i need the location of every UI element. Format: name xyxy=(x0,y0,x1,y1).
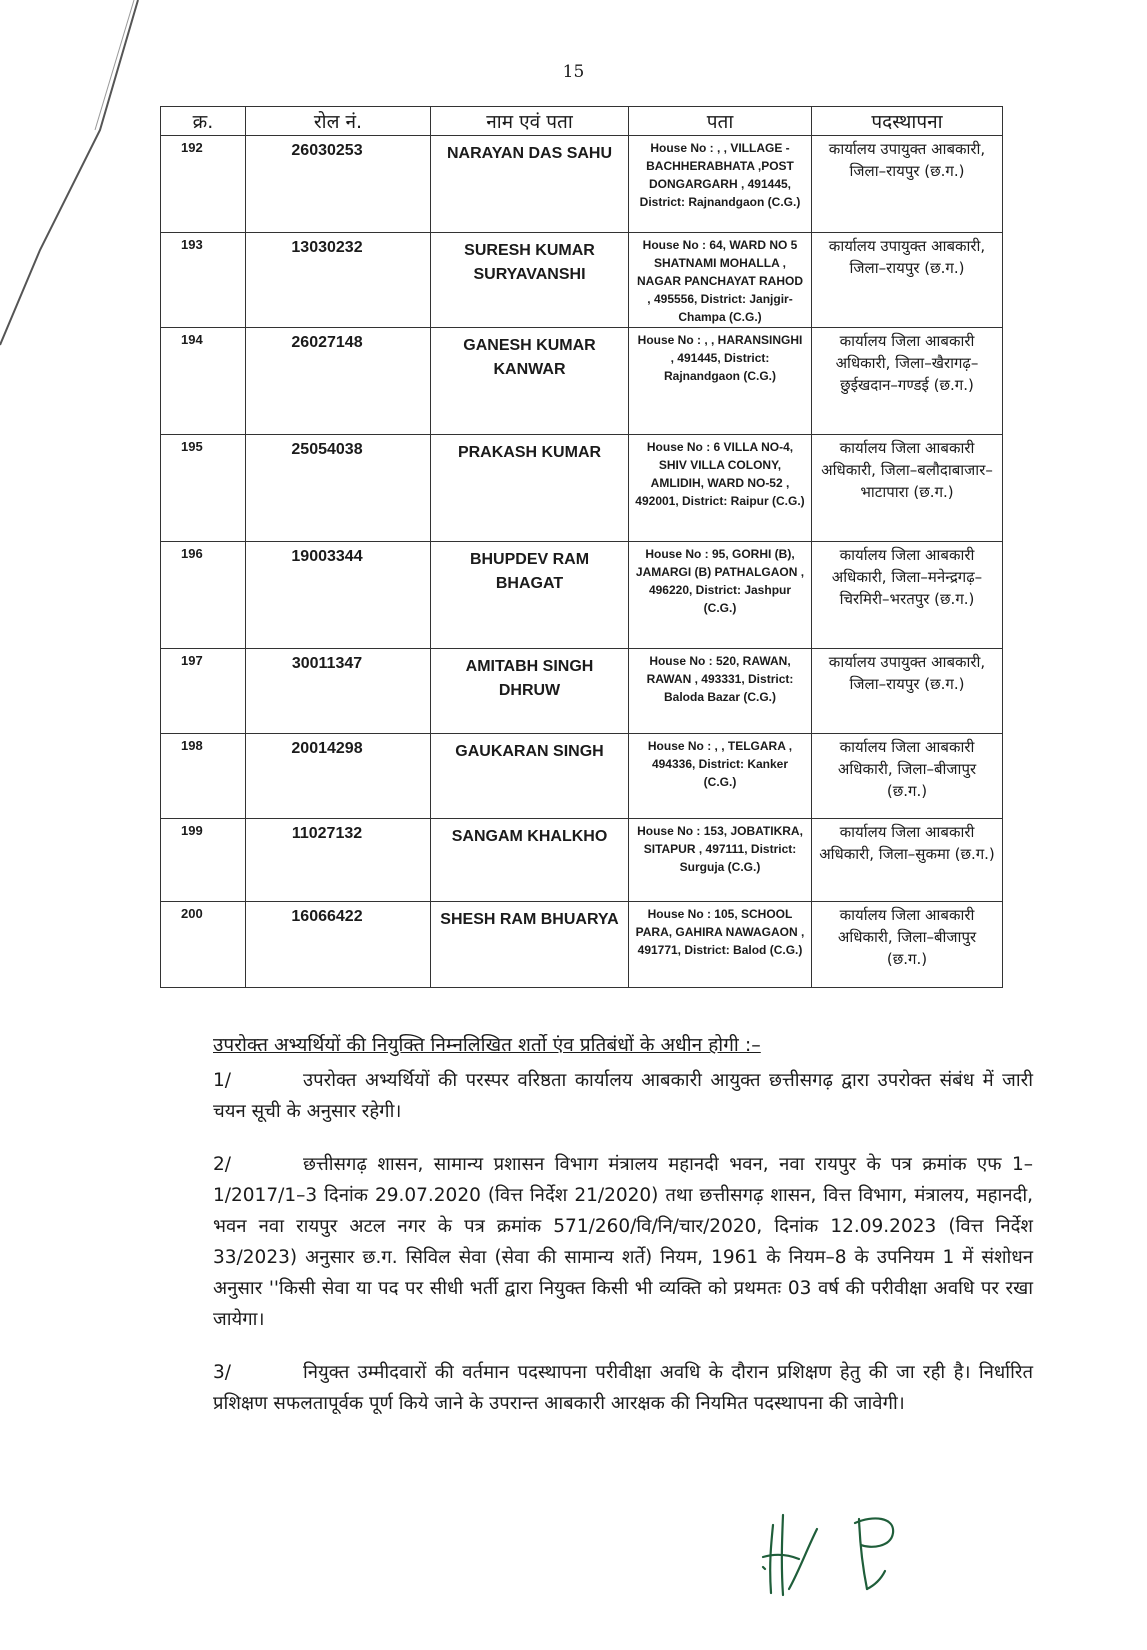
table-row xyxy=(161,734,1003,819)
cell-name: BHUPDEV RAM BHAGAT xyxy=(431,542,629,649)
cell-posting: कार्यालय उपायुक्त आबकारी, जिला–रायपुर (छ.ग.) xyxy=(812,136,1003,233)
table-row xyxy=(161,542,1003,649)
cell-posting: कार्यालय जिला आबकारी अधिकारी, जिला–खैरागढ़– छुईखदान–गण्डई (छ.ग.) xyxy=(812,328,1003,435)
header-serial: क्र. xyxy=(161,107,246,136)
table-row xyxy=(161,819,1003,902)
cell-address: House No : 520, RAWAN, RAWAN , 493331, District: Baloda Bazar (C.G.) xyxy=(629,649,812,734)
cell-serial: 196 xyxy=(161,542,246,649)
cell-roll: 25054038 xyxy=(246,435,431,542)
cell-name: SHESH RAM BHUARYA xyxy=(431,902,629,988)
table-row xyxy=(161,233,1003,328)
cell-roll: 30011347 xyxy=(246,649,431,734)
cell-address: House No : 105, SCHOOL PARA, GAHIRA NAWAGAON , 491771, District: Balod (C.G.) xyxy=(629,902,812,988)
cell-serial: 200 xyxy=(161,902,246,988)
cell-name: SURESH KUMAR SURYAVANSHI xyxy=(431,233,629,328)
conditions-section xyxy=(213,1030,1033,1441)
cell-name: GAUKARAN SINGH xyxy=(431,734,629,819)
cell-address: House No : , , TELGARA , 494336, District: Kanker (C.G.) xyxy=(629,734,812,819)
condition-text: नियुक्त उम्मीदवारों की वर्तमान पदस्थापना परीवीक्षा अवधि के दौरान प्रशिक्षण हेतु की जा रही है। निर्धारित प्रशिक्षण सफलतापूर्वक पूर्ण किये जाने के उपरान्त आबकारी आरक्षक की नियमित पदस्थापना की जावेगी। xyxy=(213,1362,1033,1414)
cell-serial: 195 xyxy=(161,435,246,542)
cell-roll: 26030253 xyxy=(246,136,431,233)
cell-name: GANESH KUMAR KANWAR xyxy=(431,328,629,435)
cell-roll: 11027132 xyxy=(246,819,431,902)
condition-number: 2/ xyxy=(213,1154,232,1175)
cell-name: AMITABH SINGH DHRUW xyxy=(431,649,629,734)
cell-roll: 19003344 xyxy=(246,542,431,649)
cell-serial: 192 xyxy=(161,136,246,233)
table-row xyxy=(161,649,1003,734)
signature-mark xyxy=(755,1505,925,1600)
cell-address: House No : , , VILLAGE - BACHHERABHATA ,POST DONGARGARH , 491445, District: Rajnandgaon (C.G.) xyxy=(629,136,812,233)
table-row xyxy=(161,328,1003,435)
cell-serial: 193 xyxy=(161,233,246,328)
condition-number: 1/ xyxy=(213,1070,232,1091)
header-roll-number: रोल नं. xyxy=(246,107,431,136)
header-name-address: नाम एवं पता xyxy=(431,107,629,136)
cell-posting: कार्यालय जिला आबकारी अधिकारी, जिला–बीजापुर (छ.ग.) xyxy=(812,902,1003,988)
table-row xyxy=(161,136,1003,233)
cell-roll: 16066422 xyxy=(246,902,431,988)
condition-number: 3/ xyxy=(213,1362,232,1383)
cell-address: House No : 153, JOBATIKRA, SITAPUR , 497111, District: Surguja (C.G.) xyxy=(629,819,812,902)
cell-address: House No : 64, WARD NO 5 SHATNAMI MOHALLA , NAGAR PANCHAYAT RAHOD , 495556, District: Janjgir-Champa (C.G.) xyxy=(629,233,812,328)
cell-roll: 26027148 xyxy=(246,328,431,435)
cell-serial: 198 xyxy=(161,734,246,819)
cell-address: House No : , , HARANSINGHI , 491445, District: Rajnandgaon (C.G.) xyxy=(629,328,812,435)
cell-posting: कार्यालय उपायुक्त आबकारी, जिला–रायपुर (छ.ग.) xyxy=(812,649,1003,734)
condition-item xyxy=(213,1357,1033,1419)
condition-text: उपरोक्त अभ्यर्थियों की परस्पर वरिष्ठता कार्यालय आबकारी आयुक्त छत्तीसगढ़ द्वारा उपरोक्त संबंध में जारी चयन सूची के अनुसार रहेगी। xyxy=(213,1070,1033,1122)
cell-posting: कार्यालय उपायुक्त आबकारी, जिला–रायपुर (छ.ग.) xyxy=(812,233,1003,328)
cell-name: NARAYAN DAS SAHU xyxy=(431,136,629,233)
cell-posting: कार्यालय जिला आबकारी अधिकारी, जिला–बीजापुर (छ.ग.) xyxy=(812,734,1003,819)
table-row xyxy=(161,902,1003,988)
conditions-heading: उपरोक्त अभ्यर्थियों की नियुक्ति निम्नलिखित शर्तो एंव प्रतिबंधों के अधीन होगी :– xyxy=(213,1034,761,1056)
condition-text: छत्तीसगढ़ शासन, सामान्य प्रशासन विभाग मंत्रालय महानदी भवन, नवा रायपुर के पत्र क्रमांक एफ 1–1/2017/1–3 दिनांक 29.07.2020 (वित्त निर्देश 21/2020) तथा छत्तीसगढ़ शासन, वित्त विभाग, मंत्रालय, महानदी, भवन नवा रायपुर अटल नगर के पत्र क्रमांक 571/260/वि/नि/चार/2020, दिनांक 12.09.2023 (वित्त निर्देश 33/2023) अनुसार छ.ग. सिविल सेवा (सेवा की सामान्य शर्ते) नियम, 1961 के नियम–8 के उपनियम 1 में संशोधन अनुसार ''किसी सेवा या पद पर सीधी भर्ती द्वारा नियुक्त किसी भी व्यक्ति को प्रथमतः 03 वर्ष की परीवीक्षा अवधि पर रखा जायेगा। xyxy=(213,1154,1033,1330)
condition-item xyxy=(213,1065,1033,1127)
cell-posting: कार्यालय जिला आबकारी अधिकारी, जिला–सुकमा (छ.ग.) xyxy=(812,819,1003,902)
cell-posting: कार्यालय जिला आबकारी अधिकारी, जिला–मनेन्द्रगढ़– चिरमिरी–भरतपुर (छ.ग.) xyxy=(812,542,1003,649)
cell-serial: 197 xyxy=(161,649,246,734)
cell-name: SANGAM KHALKHO xyxy=(431,819,629,902)
cell-address: House No : 95, GORHI (B), JAMARGI (B) PATHALGAON , 496220, District: Jashpur (C.G.) xyxy=(629,542,812,649)
cell-serial: 194 xyxy=(161,328,246,435)
table-row xyxy=(161,435,1003,542)
condition-item xyxy=(213,1149,1033,1335)
cell-name: PRAKASH KUMAR xyxy=(431,435,629,542)
cell-roll: 13030232 xyxy=(246,233,431,328)
cell-roll: 20014298 xyxy=(246,734,431,819)
page-edge-shadow xyxy=(0,0,150,360)
cell-serial: 199 xyxy=(161,819,246,902)
header-address: पता xyxy=(629,107,812,136)
header-posting: पदस्थापना xyxy=(812,107,1003,136)
page-number: 15 xyxy=(562,62,585,82)
table-header-row xyxy=(161,107,1003,136)
cell-address: House No : 6 VILLA NO-4, SHIV VILLA COLONY, AMLIDIH, WARD NO-52 , 492001, District: Raipur (C.G.) xyxy=(629,435,812,542)
appointment-table xyxy=(160,106,1003,988)
cell-posting: कार्यालय जिला आबकारी अधिकारी, जिला–बलौदाबाजार– भाटापारा (छ.ग.) xyxy=(812,435,1003,542)
